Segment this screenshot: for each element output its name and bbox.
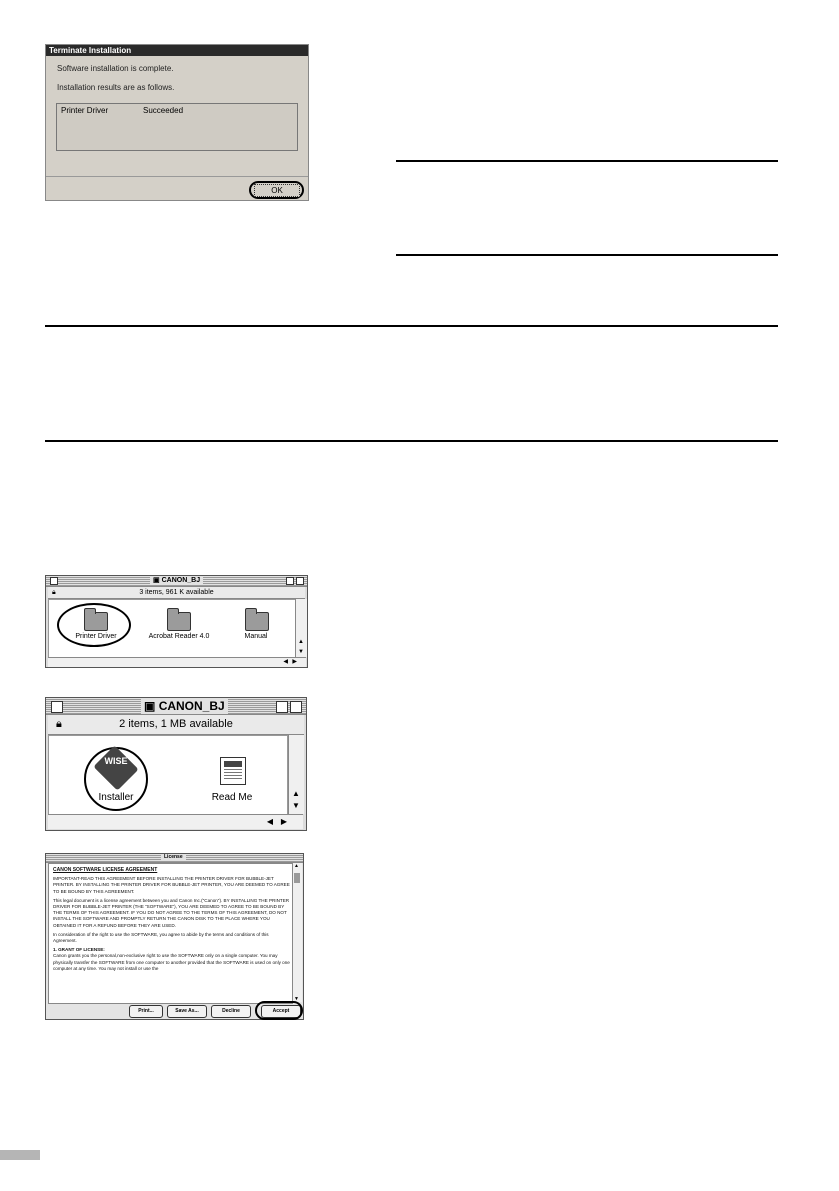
scroll-up-icon[interactable]: ▲ <box>292 789 300 798</box>
read-me-label[interactable]: Read Me <box>211 792 253 803</box>
driver-window <box>45 697 307 831</box>
vertical-scrollbar[interactable] <box>288 735 304 814</box>
results-intro: Installation results are as follows. <box>57 83 175 92</box>
document-icon[interactable] <box>220 757 246 785</box>
zoom-box-icon[interactable] <box>276 701 288 713</box>
ok-button[interactable]: OK <box>254 184 300 197</box>
folder-icon[interactable] <box>245 612 269 631</box>
scroll-down-icon[interactable]: ▼ <box>294 996 299 1002</box>
cd-window <box>45 575 308 668</box>
accept-button[interactable]: Accept <box>261 1005 301 1018</box>
license-paragraph: This legal document is a license agreement between you and Canon Inc.("Canon"). BY INSTALLING THE PRINTER DRIVER FOR BUBBLE-JET PRINTER (THE "SOFTWARE"), YOU ARE DEEMED TO AGREE TO BE BOUND BY THE TERMS OF THIS AGREEMENT. IF YOU DO NOT AGREE TO THE TERMS OF THIS AGREEMENT, DO NOT INSTALL THE SOFTWARE AND PROMPTLY RETURN THE CANON DISK TO THE PLACE WHERE YOU OBTAINED IT FOR A REFUND BEFORE THEY ARE USED. <box>53 897 290 928</box>
rule <box>45 440 778 442</box>
scroll-down-icon[interactable]: ▼ <box>292 801 300 810</box>
scroll-down-icon[interactable]: ▼ <box>298 649 304 655</box>
scroll-up-icon[interactable]: ▲ <box>294 863 299 869</box>
lock-icon: 🔒︎ <box>52 589 56 596</box>
scroll-left-icon[interactable]: ◀ <box>266 817 273 826</box>
window-title: License <box>161 854 186 861</box>
scroll-up-icon[interactable]: ▲ <box>298 639 304 645</box>
decline-button[interactable]: Decline <box>211 1005 251 1018</box>
scroll-left-icon[interactable]: ◀ <box>283 659 288 665</box>
window-title: CANON_BJ <box>158 699 225 713</box>
completion-message: Software installation is complete. <box>57 64 174 73</box>
collapse-box-icon[interactable] <box>296 577 304 585</box>
result-status: Succeeded <box>143 106 184 115</box>
rule <box>396 160 778 162</box>
rule <box>45 325 778 327</box>
title-bar[interactable] <box>46 698 306 715</box>
scroll-right-icon[interactable]: ▶ <box>292 659 297 665</box>
license-window <box>45 853 304 1020</box>
vertical-scrollbar[interactable] <box>295 599 307 657</box>
terminate-installation-dialog <box>45 44 309 201</box>
scroll-thumb[interactable] <box>294 873 300 883</box>
close-box-icon[interactable] <box>50 577 58 585</box>
vertical-scrollbar[interactable] <box>292 863 302 1002</box>
disk-icon: ▣ <box>153 577 160 584</box>
license-paragraph: Canon grants you the personal,non-exclusive right to use the SOFTWARE only on a single computer. You may physically transfer the SOFTWARE from one computer to another provided that the SOFTWARE is used on only one computer at any time. You may not install or use the <box>53 953 290 971</box>
installer-badge: WISE <box>104 756 128 766</box>
window-title: CANON_BJ <box>161 577 201 584</box>
horizontal-scrollbar[interactable] <box>48 657 306 667</box>
disk-icon: ▣ <box>144 699 156 713</box>
items-available: 3 items, 961 K available <box>139 589 214 596</box>
printer-driver-label[interactable]: Printer Driver <box>75 633 117 640</box>
zoom-box-icon[interactable] <box>286 577 294 585</box>
dialog-title: Terminate Installation <box>46 45 308 56</box>
license-heading: CANON SOFTWARE LICENSE AGREEMENT <box>53 867 158 873</box>
collapse-box-icon[interactable] <box>290 701 302 713</box>
title-bar[interactable] <box>46 854 303 863</box>
close-box-icon[interactable] <box>51 701 63 713</box>
scroll-right-icon[interactable]: ▶ <box>280 817 287 826</box>
highlight-circle <box>57 603 131 647</box>
items-available: 2 items, 1 MB available <box>119 718 233 730</box>
license-paragraph: IMPORTANT-READ THIS AGREEMENT BEFORE INSTALLING THE PRINTER DRIVER FOR BUBBLE-JET PRINTER. BY INSTALLING THE PRINTER DRIVER FOR BUBBLE-JET PRINTER, YOU ARE DEEMED TO AGREE TO BE BOUND BY THIS AGREEMENT. <box>53 876 290 894</box>
folder-icon[interactable] <box>167 612 191 631</box>
acrobat-reader-label[interactable]: Acrobat Reader 4.0 <box>148 633 210 640</box>
dialog-separator <box>46 176 308 177</box>
highlight-circle <box>255 1001 303 1020</box>
print-button[interactable]: Print... <box>129 1005 163 1018</box>
license-paragraph: In consideration of the right to use the SOFTWARE, you agree to abide by the terms and conditions of this Agreement. <box>53 931 269 944</box>
results-box <box>56 103 298 151</box>
license-text-area[interactable] <box>48 863 293 1004</box>
window-content <box>48 735 288 816</box>
window-content <box>48 599 296 659</box>
result-item: Printer Driver <box>61 106 109 115</box>
horizontal-scrollbar[interactable] <box>48 814 303 829</box>
manual-label[interactable]: Manual <box>244 633 268 640</box>
lock-icon: 🔒︎ <box>56 718 62 730</box>
installer-label[interactable]: Installer <box>98 792 134 803</box>
page-edge-tab <box>0 1150 40 1160</box>
title-bar[interactable] <box>46 576 307 587</box>
license-section-title: 1. GRANT OF LICENSE: <box>53 947 105 953</box>
rule <box>396 254 778 256</box>
save-as-button[interactable]: Save As... <box>167 1005 207 1018</box>
